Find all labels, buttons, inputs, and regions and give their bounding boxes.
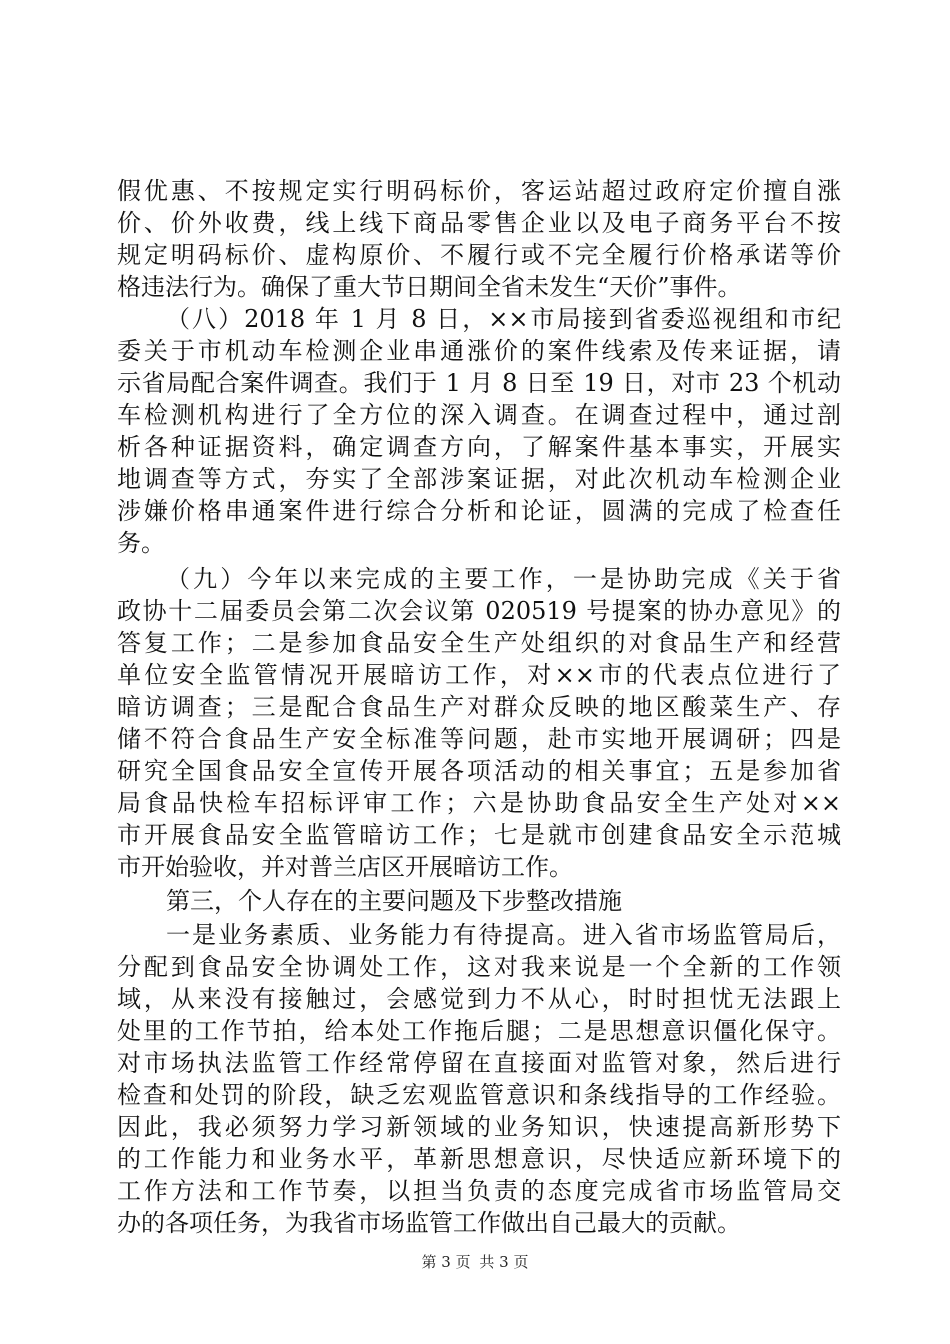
text-line: 答复工作；二是参加食品安全生产处组织的对食品生产和经营 — [117, 629, 841, 657]
section-heading: 第三，个人存在的主要问题及下步整改措施 — [166, 887, 622, 915]
text-line: 检查和处罚的阶段，缺乏宏观监管意识和条线指导的工作经验。 — [117, 1081, 841, 1109]
text-line: 示省局配合案件调查。我们于 1 月 8 日至 19 日，对市 23 个机动 — [117, 369, 841, 397]
text-line: 务。 — [117, 529, 165, 557]
text-line: 暗访调查；三是配合食品生产对群众反映的地区酸菜生产、存 — [117, 693, 841, 721]
paragraph-nine-first-line: （九）今年以来完成的主要工作，一是协助完成《关于省 — [166, 565, 841, 593]
text-line: 储不符合食品生产安全标准等问题，赴市实地开展调研；四是 — [117, 725, 841, 753]
paragraph-eight-first-line: （八）2018 年 1 月 8 日，××市局接到省委巡视组和市纪 — [166, 305, 841, 333]
text-line: 域，从来没有接触过，会感觉到力不从心，时时担忧无法跟上 — [117, 985, 841, 1013]
text-line: 规定明码标价、虚构原价、不履行或不完全履行价格承诺等价 — [117, 241, 841, 269]
text-line: 局食品快检车招标评审工作；六是协助食品安全生产处对×× — [117, 789, 841, 817]
text-line: 分配到食品安全协调处工作，这对我来说是一个全新的工作领 — [117, 953, 841, 981]
page-number: 第 3 页 — [421, 1253, 471, 1271]
text-line: 委关于市机动车检测企业串通涨价的案件线索及传来证据，请 — [117, 337, 841, 365]
text-line: 价、价外收费，线上线下商品零售企业以及电子商务平台不按 — [117, 209, 841, 237]
text-line: 析各种证据资料，确定调查方向，了解案件基本事实，开展实 — [117, 433, 841, 461]
page-total: 共 3 页 — [479, 1253, 529, 1271]
text-line: 单位安全监管情况开展暗访工作，对××市的代表点位进行了 — [117, 661, 841, 689]
text-line: 对市场执法监管工作经常停留在直接面对监管对象，然后进行 — [117, 1049, 841, 1077]
text-line: 市开始验收，并对普兰店区开展暗访工作。 — [117, 853, 573, 881]
text-line: 工作方法和工作节奏，以担当负责的态度完成省市场监管局交 — [117, 1177, 841, 1205]
paragraph-issues-first-line: 一是业务素质、业务能力有待提高。进入省市场监管局后， — [166, 921, 841, 949]
text-line: 研究全国食品安全宣传开展各项活动的相关事宜；五是参加省 — [117, 757, 841, 785]
text-line: 地调查等方式，夯实了全部涉案证据，对此次机动车检测企业 — [117, 465, 841, 493]
text-line: 市开展食品安全监管暗访工作；七是就市创建食品安全示范城 — [117, 821, 841, 849]
text-line: 格违法行为。确保了重大节日期间全省未发生“天价”事件。 — [117, 273, 742, 301]
text-line: 的工作能力和业务水平，革新思想意识，尽快适应新环境下的 — [117, 1145, 841, 1173]
page-footer — [0, 1252, 950, 1272]
text-line: 车检测机构进行了全方位的深入调查。在调查过程中，通过剖 — [117, 401, 841, 429]
text-line: 办的各项任务，为我省市场监管工作做出自己最大的贡献。 — [117, 1209, 741, 1237]
text-line: 假优惠、不按规定实行明码标价，客运站超过政府定价擅自涨 — [117, 177, 841, 205]
text-line: 处里的工作节拍，给本处工作拖后腿；二是思想意识僵化保守。 — [117, 1017, 841, 1045]
text-line: 涉嫌价格串通案件进行综合分析和论证，圆满的完成了检查任 — [117, 497, 841, 525]
text-line: 政协十二届委员会第二次会议第 020519 号提案的协办意见》的 — [117, 597, 841, 625]
text-line: 因此，我必须努力学习新领域的业务知识，快速提高新形势下 — [117, 1113, 841, 1141]
